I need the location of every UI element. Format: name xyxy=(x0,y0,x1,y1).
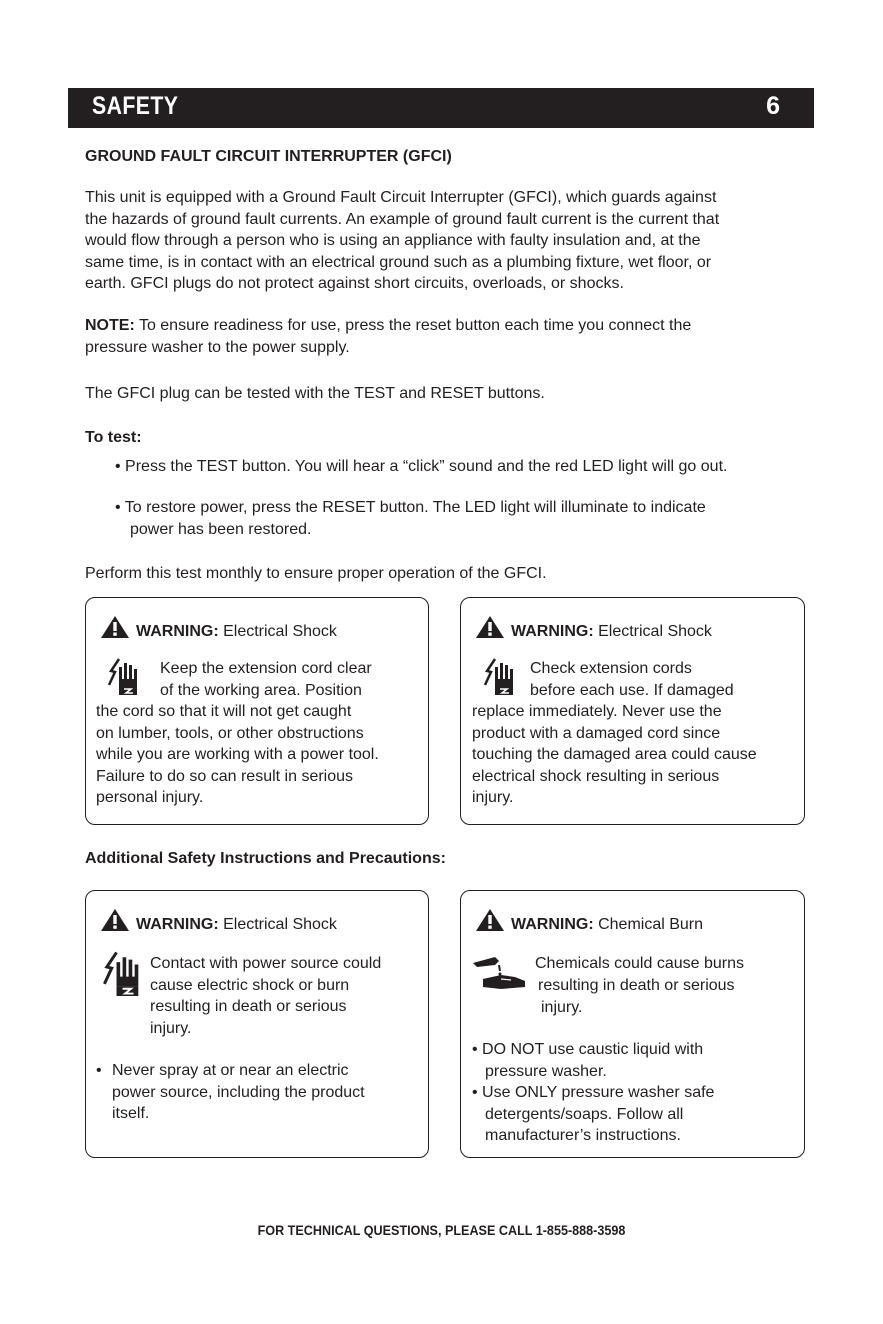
gfci-heading: GROUND FAULT CIRCUIT INTERRUPTER (GFCI) xyxy=(85,148,452,165)
warning-text xyxy=(160,658,372,701)
bullet-line: power has been restored. xyxy=(130,520,312,538)
warning-line: Check extension cords xyxy=(530,660,692,677)
note-paragraph xyxy=(85,315,691,358)
intro-line: same time, is in contact with an electrical ground such as a plumbing fixture, wet floor, or xyxy=(85,253,712,271)
warning-line: replace immediately. Never use the xyxy=(472,703,722,720)
warning-line: while you are working with a power tool. xyxy=(96,746,379,763)
restore-bullet xyxy=(115,497,706,540)
warning-line: cause electric shock or burn xyxy=(150,976,350,994)
warning-type: Electrical Shock xyxy=(218,916,337,933)
bullet-line: pressure washer. xyxy=(485,1062,607,1080)
warning-type: Electrical Shock xyxy=(593,623,712,640)
warning-line: product with a damaged cord since xyxy=(472,724,721,742)
warning-label: WARNING: xyxy=(136,623,219,640)
warning-box-electrical-1 xyxy=(85,597,429,825)
warning-label: WARNING: xyxy=(136,916,219,933)
warning-line: Chemicals could cause burns xyxy=(535,955,744,972)
note-text: To ensure readiness for use, press the reset button each time you connect the xyxy=(134,317,692,334)
warning-line: resulting in death or serious xyxy=(150,998,347,1015)
warning-text xyxy=(150,953,381,1039)
bullet-line: manufacturer’s instructions. xyxy=(485,1127,681,1144)
warning-text xyxy=(538,975,735,997)
warning-line: Contact with power source could xyxy=(150,955,382,972)
warning-line: injury. xyxy=(150,1019,192,1037)
test-sentence: The GFCI plug can be tested with the TEST and RESET buttons. xyxy=(85,385,545,402)
warning-box-electrical-3 xyxy=(85,890,429,1158)
intro-line: the hazards of ground fault currents. An example of ground fault current is the current that xyxy=(85,210,720,228)
warning-line: injury. xyxy=(472,789,514,806)
warning-box-chemical xyxy=(460,890,805,1158)
intro-line: This unit is equipped with a Ground Fault Circuit Interrupter (GFCI), which guards against xyxy=(85,189,717,206)
bullet-line: power source, including the product xyxy=(112,1083,365,1101)
bullet-line: itself. xyxy=(112,1105,150,1122)
to-test-label: To test: xyxy=(85,429,142,446)
intro-line: earth. GFCI plugs do not protect against short circuits, overloads, or shocks. xyxy=(85,275,624,292)
warning-line: electrical shock resulting in serious xyxy=(472,767,720,785)
note-text: pressure washer to the power supply. xyxy=(85,338,350,356)
bullet-line: Never spray at or near an electric xyxy=(112,1062,349,1079)
warning-text xyxy=(96,701,379,809)
warning-line: the cord so that it will not get caught xyxy=(96,703,352,720)
warning-title xyxy=(475,908,703,934)
warning-line: on lumber, tools, or other obstructions xyxy=(96,724,364,742)
warning-bullet xyxy=(472,1039,714,1147)
bullet-line: • Use ONLY pressure washer safe xyxy=(472,1084,715,1101)
warning-text xyxy=(541,997,583,1019)
warning-triangle-icon xyxy=(100,908,130,932)
electric-shock-hand-icon xyxy=(107,655,145,697)
warning-box-electrical-2 xyxy=(460,597,805,825)
warning-line: Keep the extension cord clear xyxy=(160,660,372,677)
footer-support-line: FOR TECHNICAL QUESTIONS, PLEASE CALL 1-855-888-3598 xyxy=(257,1222,626,1238)
warning-type: Electrical Shock xyxy=(218,623,337,640)
warning-line: touching the damaged area could cause xyxy=(472,746,757,763)
warning-triangle-icon xyxy=(475,908,505,932)
warning-text xyxy=(535,953,744,975)
warning-title xyxy=(100,615,337,641)
test-bullet: • Press the TEST button. You will hear a “click” sound and the red LED light will go out. xyxy=(115,458,728,475)
page-number: 6 xyxy=(766,92,780,120)
warning-title xyxy=(100,908,337,934)
monthly-test: Perform this test monthly to ensure proper operation of the GFCI. xyxy=(85,565,547,582)
section-title: SAFETY xyxy=(92,92,179,120)
bullet-mark: • xyxy=(96,1062,102,1079)
additional-heading: Additional Safety Instructions and Precautions: xyxy=(85,850,446,867)
warning-label: WARNING: xyxy=(511,623,594,640)
electric-shock-hand-icon xyxy=(102,947,148,999)
warning-triangle-icon xyxy=(475,615,505,639)
warning-line: before each use. If damaged xyxy=(530,681,734,699)
note-label: NOTE: xyxy=(85,317,135,334)
warning-line: resulting in death or serious xyxy=(538,977,735,994)
warning-line: personal injury. xyxy=(96,789,204,806)
gfci-intro xyxy=(85,187,719,295)
bullet-line: detergents/soaps. Follow all xyxy=(485,1105,684,1123)
warning-title xyxy=(475,615,712,641)
header-bar xyxy=(68,88,814,128)
warning-line: of the working area. Position xyxy=(160,681,362,699)
warning-type: Chemical Burn xyxy=(593,916,704,933)
warning-line: injury. xyxy=(541,999,583,1016)
warning-label: WARNING: xyxy=(511,916,594,933)
bullet-line: • To restore power, press the RESET button. The LED light will illuminate to indicate xyxy=(115,499,706,516)
warning-triangle-icon xyxy=(100,615,130,639)
bullet-line: • DO NOT use caustic liquid with xyxy=(472,1041,704,1058)
electric-shock-hand-icon xyxy=(483,655,521,697)
warning-bullet xyxy=(112,1060,365,1125)
warning-text xyxy=(530,658,734,701)
warning-line: Failure to do so can result in serious xyxy=(96,767,354,785)
warning-text xyxy=(472,701,757,809)
intro-line: would flow through a person who is using an appliance with faulty insulation and, at the xyxy=(85,232,701,249)
chemical-burn-icon xyxy=(471,953,533,993)
